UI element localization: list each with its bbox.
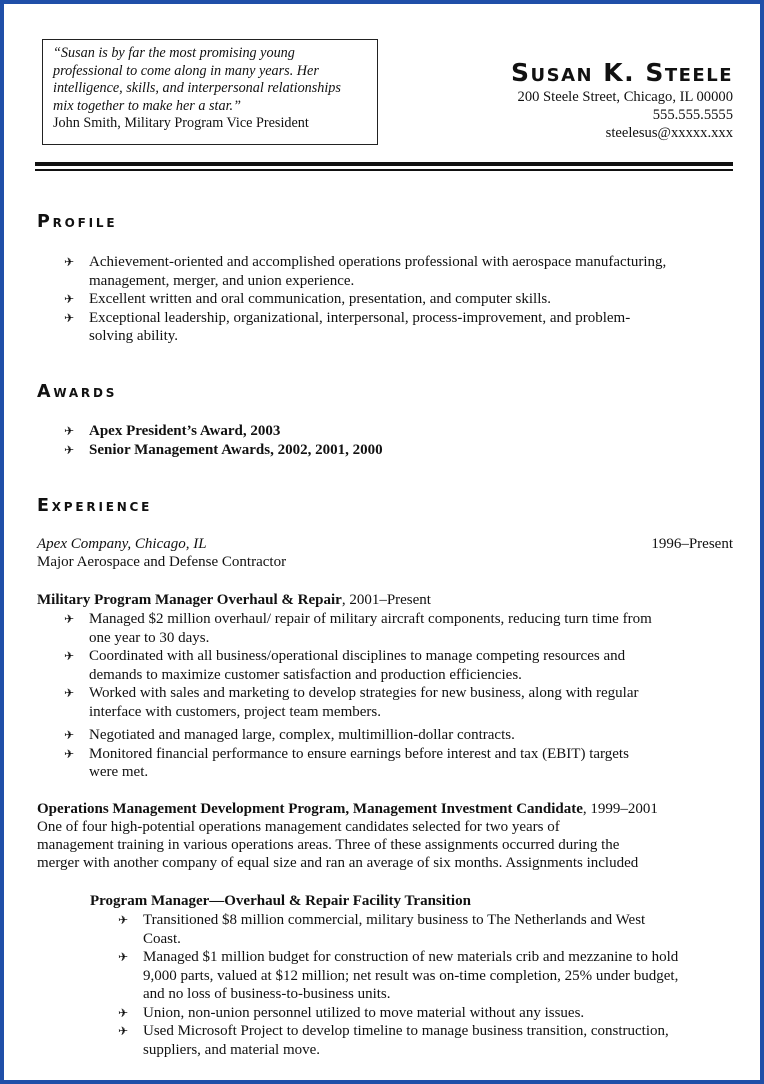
- awards-list: [64, 422, 744, 459]
- assignment-bullets: [118, 911, 748, 1059]
- airplane-icon: ✈: [64, 424, 75, 438]
- role-header: [37, 591, 431, 610]
- list-item: [64, 441, 744, 460]
- list-item-text: Exceptional leadership, organizational, interpersonal, process-improvement, and problem-: [89, 309, 631, 326]
- testimonial-quote-box: [42, 39, 378, 145]
- list-item-text: Transitioned $8 million commercial, military business to The Netherlands and West: [143, 912, 646, 928]
- airplane-icon: ✈: [64, 292, 75, 306]
- list-item-text: Coast.: [143, 930, 181, 947]
- airplane-icon: ✈: [64, 612, 75, 626]
- quote-attribution: John Smith, Military Program Vice President: [53, 115, 309, 131]
- role-title: Military Program Manager Overhaul & Repair: [37, 592, 342, 608]
- list-item-text: one year to 30 days.: [89, 629, 210, 646]
- award-text: Senior Management Awards, 2002, 2001, 2000: [89, 441, 383, 458]
- address: 200 Steele Street, Chicago, IL 00000: [517, 89, 733, 105]
- list-item: [64, 647, 744, 684]
- list-item: [118, 911, 748, 948]
- list-item-text: Excellent written and oral communication, presentation, and computer skills.: [89, 291, 551, 307]
- list-item: [64, 253, 744, 290]
- company-name: Apex Company, Chicago, IL: [37, 536, 207, 552]
- list-item-text: demands to maximize customer satisfaction and production efficiencies.: [89, 666, 522, 683]
- airplane-icon: ✈: [64, 746, 75, 761]
- assignment-title: Program Manager—Overhaul & Repair Facility Transition: [90, 893, 471, 909]
- role-header: [37, 800, 658, 819]
- list-item-text: and no loss of business-to-business units.: [143, 986, 391, 1002]
- list-item-text: were met.: [89, 764, 149, 780]
- list-item: [64, 290, 744, 309]
- airplane-icon: ✈: [64, 686, 75, 700]
- role1-bullets-cont: [64, 726, 744, 782]
- company-dates: 1996–Present: [651, 536, 733, 552]
- list-item: [118, 1004, 748, 1023]
- list-item-text: Achievement-oriented and accomplished operations professional with aerospace manufacturing,: [89, 254, 667, 270]
- airplane-icon: ✈: [118, 1005, 129, 1020]
- airplane-icon: ✈: [118, 950, 129, 964]
- list-item: [64, 745, 744, 782]
- list-item: [64, 684, 744, 721]
- airplane-icon: ✈: [118, 1024, 129, 1038]
- list-item-text: solving ability.: [89, 328, 179, 344]
- role-description-line: management training in various operations areas. Three of these assignments occurred during the: [37, 837, 620, 853]
- airplane-icon: ✈: [64, 310, 75, 325]
- airplane-icon: ✈: [64, 649, 75, 663]
- experience-heading: Experience: [37, 496, 153, 516]
- list-item-text: suppliers, and material move.: [143, 1041, 321, 1058]
- list-item-text: Managed $2 million overhaul/ repair of military aircraft components, reducing turn time from: [89, 611, 652, 627]
- email: steelesus@xxxxx.xxx: [605, 125, 733, 141]
- role-dates: , 2001–Present: [341, 592, 431, 608]
- profile-list: [64, 253, 744, 346]
- list-item-text: interface with customers, project team members.: [89, 703, 381, 720]
- list-item: [64, 309, 744, 346]
- company-description: Major Aerospace and Defense Contractor: [37, 554, 287, 570]
- list-item-text: Monitored financial performance to ensure earnings before interest and tax (EBIT) targets: [89, 745, 629, 762]
- candidate-name: Susan K. Steele: [511, 58, 733, 87]
- quote-line: “Susan is by far the most promising young: [53, 45, 295, 61]
- header-divider-thick: [35, 162, 733, 166]
- list-item-text: Managed $1 million budget for construction of new materials crib and mezzanine to hold: [143, 949, 679, 965]
- airplane-icon: ✈: [64, 442, 75, 457]
- list-item-text: Used Microsoft Project to develop timeline to manage business transition, construction,: [143, 1023, 669, 1039]
- list-item-text: Coordinated with all business/operational disciplines to manage competing resources and: [89, 648, 626, 664]
- list-item: [64, 726, 744, 745]
- list-item-text: 9,000 parts, valued at $12 million; net result was on-time completion, 25% under budget,: [143, 967, 679, 984]
- phone: 555.555.5555: [652, 107, 733, 123]
- header-divider-thin: [35, 169, 733, 171]
- list-item-text: management, merger, and union experience.: [89, 272, 355, 289]
- role-title: Operations Management Development Program, Management Investment Candidate: [37, 801, 583, 817]
- role-description-line: merger with another company of equal size and ran an average of six months. Assignments included: [37, 855, 639, 871]
- role-dates: , 1999–2001: [582, 801, 658, 817]
- role-description-line: One of four high-potential operations management candidates selected for two years of: [37, 819, 560, 835]
- list-item: [64, 610, 744, 647]
- list-item-text: Worked with sales and marketing to develop strategies for new business, along with regular: [89, 685, 639, 701]
- list-item-text: Union, non-union personnel utilized to move material without any issues.: [143, 1004, 585, 1021]
- list-item: [118, 948, 748, 1004]
- award-text: Apex President’s Award, 2003: [89, 423, 281, 439]
- list-item-text: Negotiated and managed large, complex, multimillion-dollar contracts.: [89, 727, 515, 743]
- list-item: [64, 422, 744, 441]
- quote-line: professional to come along in many years. Her: [53, 62, 319, 79]
- profile-heading: Profile: [37, 212, 118, 232]
- quote-line: intelligence, skills, and interpersonal relationships: [53, 80, 341, 96]
- quote-line: mix together to make her a star.”: [53, 97, 241, 114]
- role1-bullets: [64, 610, 744, 721]
- airplane-icon: ✈: [64, 728, 75, 742]
- awards-heading: Awards: [37, 382, 118, 402]
- header-contact-block: [511, 58, 733, 142]
- list-item: [118, 1022, 748, 1059]
- airplane-icon: ✈: [64, 255, 75, 269]
- airplane-icon: ✈: [118, 913, 129, 927]
